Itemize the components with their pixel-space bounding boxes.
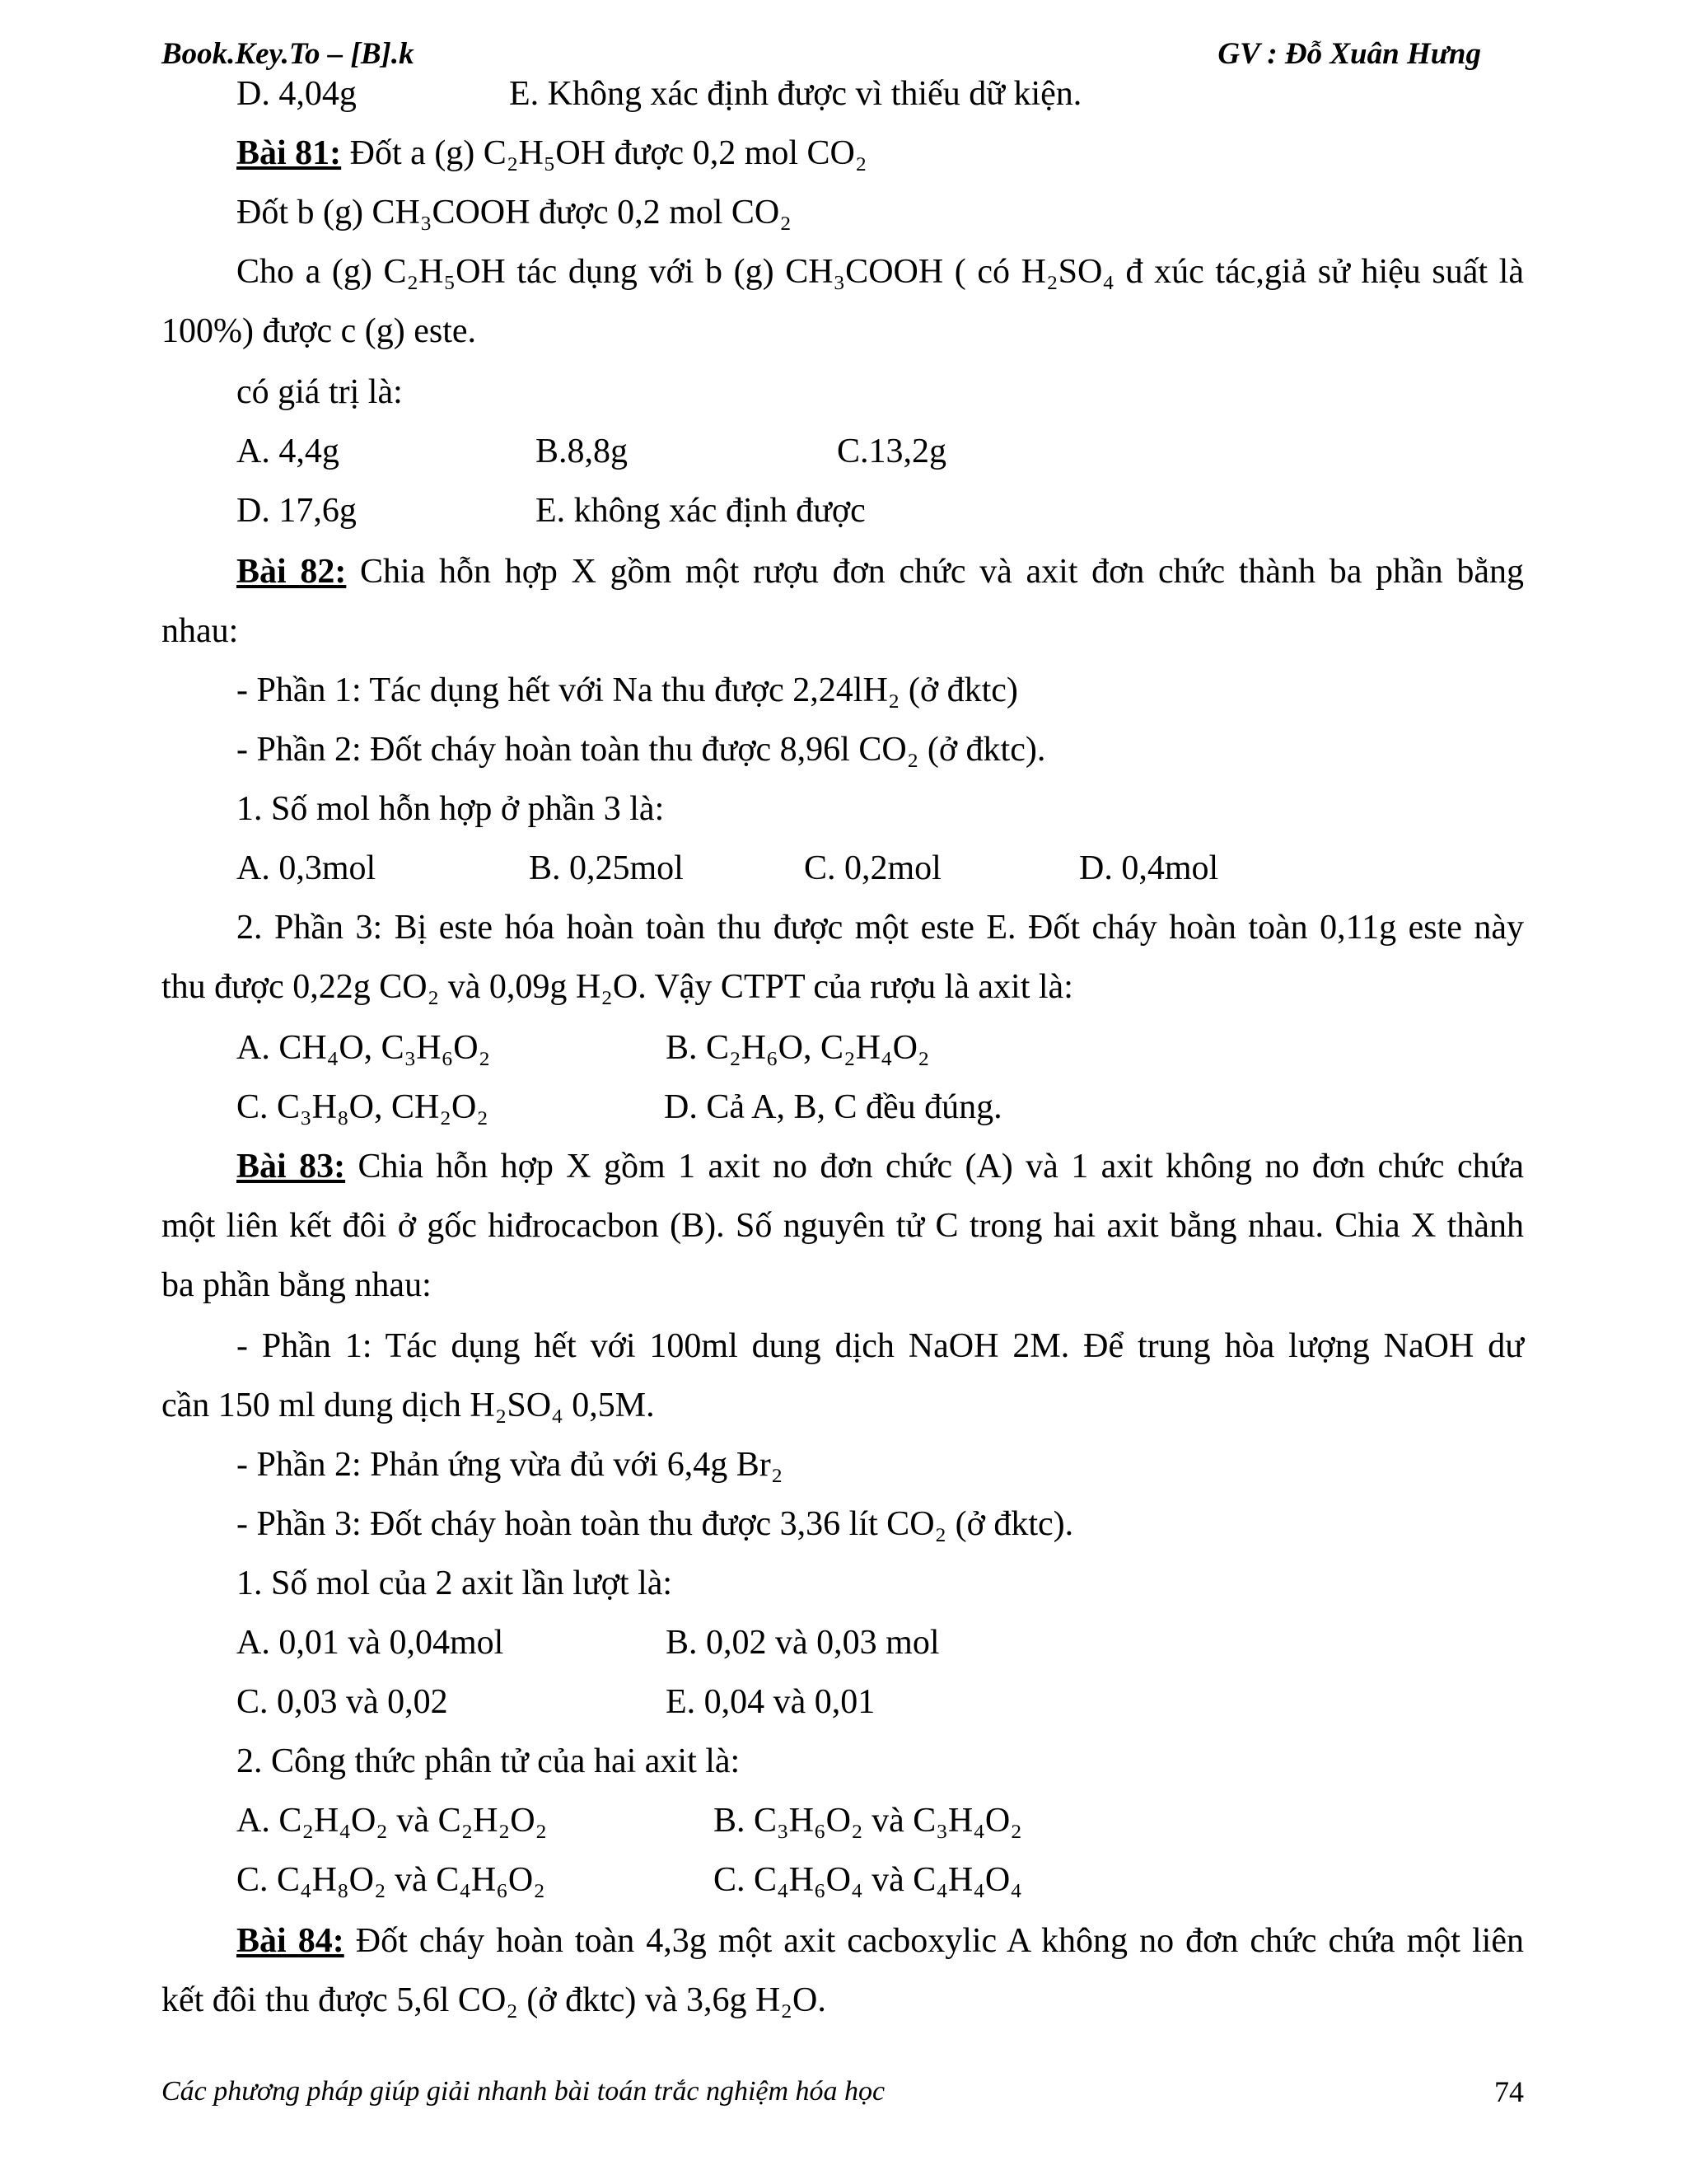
option-b: B. C₃H₆O₂ và C₃H₄O₂: [713, 1802, 1022, 1840]
header-left: Book.Key.To – [B].k: [161, 37, 414, 71]
option-a: A. 4,4g: [236, 433, 339, 470]
option-c: C. 0,03 và 0,02: [236, 1683, 448, 1721]
option-e: E. không xác định được: [535, 492, 866, 530]
question-line: 1. Số mol của 2 axit lần lượt là:: [236, 1564, 673, 1602]
option-b: B. 0,02 và 0,03 mol: [666, 1624, 940, 1662]
option-c: C. C₃H₈O, CH₂O₂: [236, 1088, 488, 1126]
option-c: C.13,2g: [837, 433, 947, 470]
option-b: B. C₂H₆O, C₂H₄O₂: [666, 1029, 930, 1067]
option-a: A. C₂H₄O₂ và C₂H₂O₂: [236, 1802, 548, 1840]
text-line: kết đôi thu được 5,6l CO₂ (ở đktc) và 3,6g H₂O.: [161, 1981, 826, 2019]
option-a: A. 0,3mol: [236, 849, 376, 887]
question-line: 1. Số mol hỗn hợp ở phần 3 là:: [236, 790, 665, 828]
problem-84-heading: [236, 1920, 1524, 1962]
problem-81-heading: [236, 132, 1687, 175]
text-line: có giá trị là:: [236, 373, 403, 411]
text-line: Đốt b (g) CH₃COOH được 0,2 mol CO₂: [236, 194, 792, 231]
footer-title: Các phương pháp giúp giải nhanh bài toán trắc nghiệm hóa học: [161, 2076, 886, 2107]
option-b: B.8,8g: [535, 433, 629, 470]
text-line: - Phần 2: Phản ứng vừa đủ với 6,4g Br₂: [236, 1446, 783, 1484]
text-line: - Phần 1: Tác dụng hết với Na thu được 2,24lH₂ (ở đktc): [236, 671, 1018, 709]
problem-83-label: Bài 83:: [236, 1148, 346, 1186]
text-line: - Phần 2: Đốt cháy hoàn toàn thu được 8,96l CO₂ (ở đktc).: [236, 731, 1046, 769]
text-line: một liên kết đôi ở gốc hiđrocacbon (B). Số nguyên tử C trong hai axit bằng nhau. Chia X thành: [161, 1207, 1524, 1245]
header-right: GV : Đỗ Xuân Hưng: [1217, 37, 1481, 71]
option-a: A. 0,01 và 0,04mol: [236, 1624, 504, 1662]
text-line: cần 150 ml dung dịch H₂SO₄ 0,5M.: [161, 1387, 655, 1424]
option-b: B. 0,25mol: [529, 849, 684, 887]
problem-84-text: Đốt cháy hoàn toàn 4,3g một axit cacboxylic A không no đơn chức chứa một liên: [355, 1922, 1524, 1960]
text-line: - Phần 1: Tác dụng hết với 100ml dung dịch NaOH 2M. Để trung hòa lượng NaOH dư: [236, 1327, 1524, 1365]
option-e: E. 0,04 và 0,01: [666, 1683, 876, 1721]
problem-83-text: Chia hỗn hợp X gồm 1 axit no đơn chức (A) và 1 axit không no đơn chức chứa: [357, 1148, 1525, 1186]
option-a: A. CH₄O, C₃H₆O₂: [236, 1029, 491, 1067]
text-line: ba phần bằng nhau:: [161, 1266, 432, 1304]
question-line: 2. Công thức phân tử của hai axit là:: [236, 1742, 741, 1780]
option-d: D. 4,04g: [236, 75, 357, 113]
problem-81-label: Bài 81:: [236, 134, 342, 172]
page-number: 74: [1494, 2075, 1524, 2108]
text-line: nhau:: [161, 612, 239, 650]
problem-81-text: Đốt a (g) C₂H₅OH được 0,2 mol CO₂: [349, 134, 867, 172]
text-line: Cho a (g) C₂H₅OH tác dụng với b (g) CH₃COOH ( có H₂SO₄ đ xúc tác,giả sử hiệu suất là: [236, 253, 1524, 291]
problem-82-heading: [236, 550, 1524, 593]
option-c: C. 0,2mol: [804, 849, 942, 887]
option-d: D. Cả A, B, C đều đúng.: [664, 1088, 1002, 1126]
text-line: - Phần 3: Đốt cháy hoàn toàn thu được 3,36 lít CO₂ (ở đktc).: [236, 1505, 1074, 1543]
problem-82-text: Chia hỗn hợp X gồm một rượu đơn chức và axit đơn chức thành ba phần bằng: [360, 553, 1525, 591]
text-line: 100%) được c (g) este.: [161, 312, 476, 350]
option-d: D. 17,6g: [236, 492, 357, 530]
option-c-second: C. C₄H₆O₄ và C₄H₄O₄: [713, 1861, 1022, 1899]
text-line: thu được 0,22g CO₂ và 0,09g H₂O. Vậy CTPT của rượu là axit là:: [161, 968, 1073, 1006]
option-d: D. 0,4mol: [1079, 849, 1219, 887]
problem-84-label: Bài 84:: [236, 1922, 344, 1960]
problem-82-label: Bài 82:: [236, 553, 347, 591]
option-c: C. C₄H₈O₂ và C₄H₆O₂: [236, 1861, 545, 1899]
question-line: 2. Phần 3: Bị este hóa hoàn toàn thu được một este E. Đốt cháy hoàn toàn 0,11g este này: [236, 909, 1524, 947]
problem-83-heading: [236, 1145, 1524, 1188]
option-e: E. Không xác định được vì thiếu dữ kiện.: [509, 75, 1082, 113]
